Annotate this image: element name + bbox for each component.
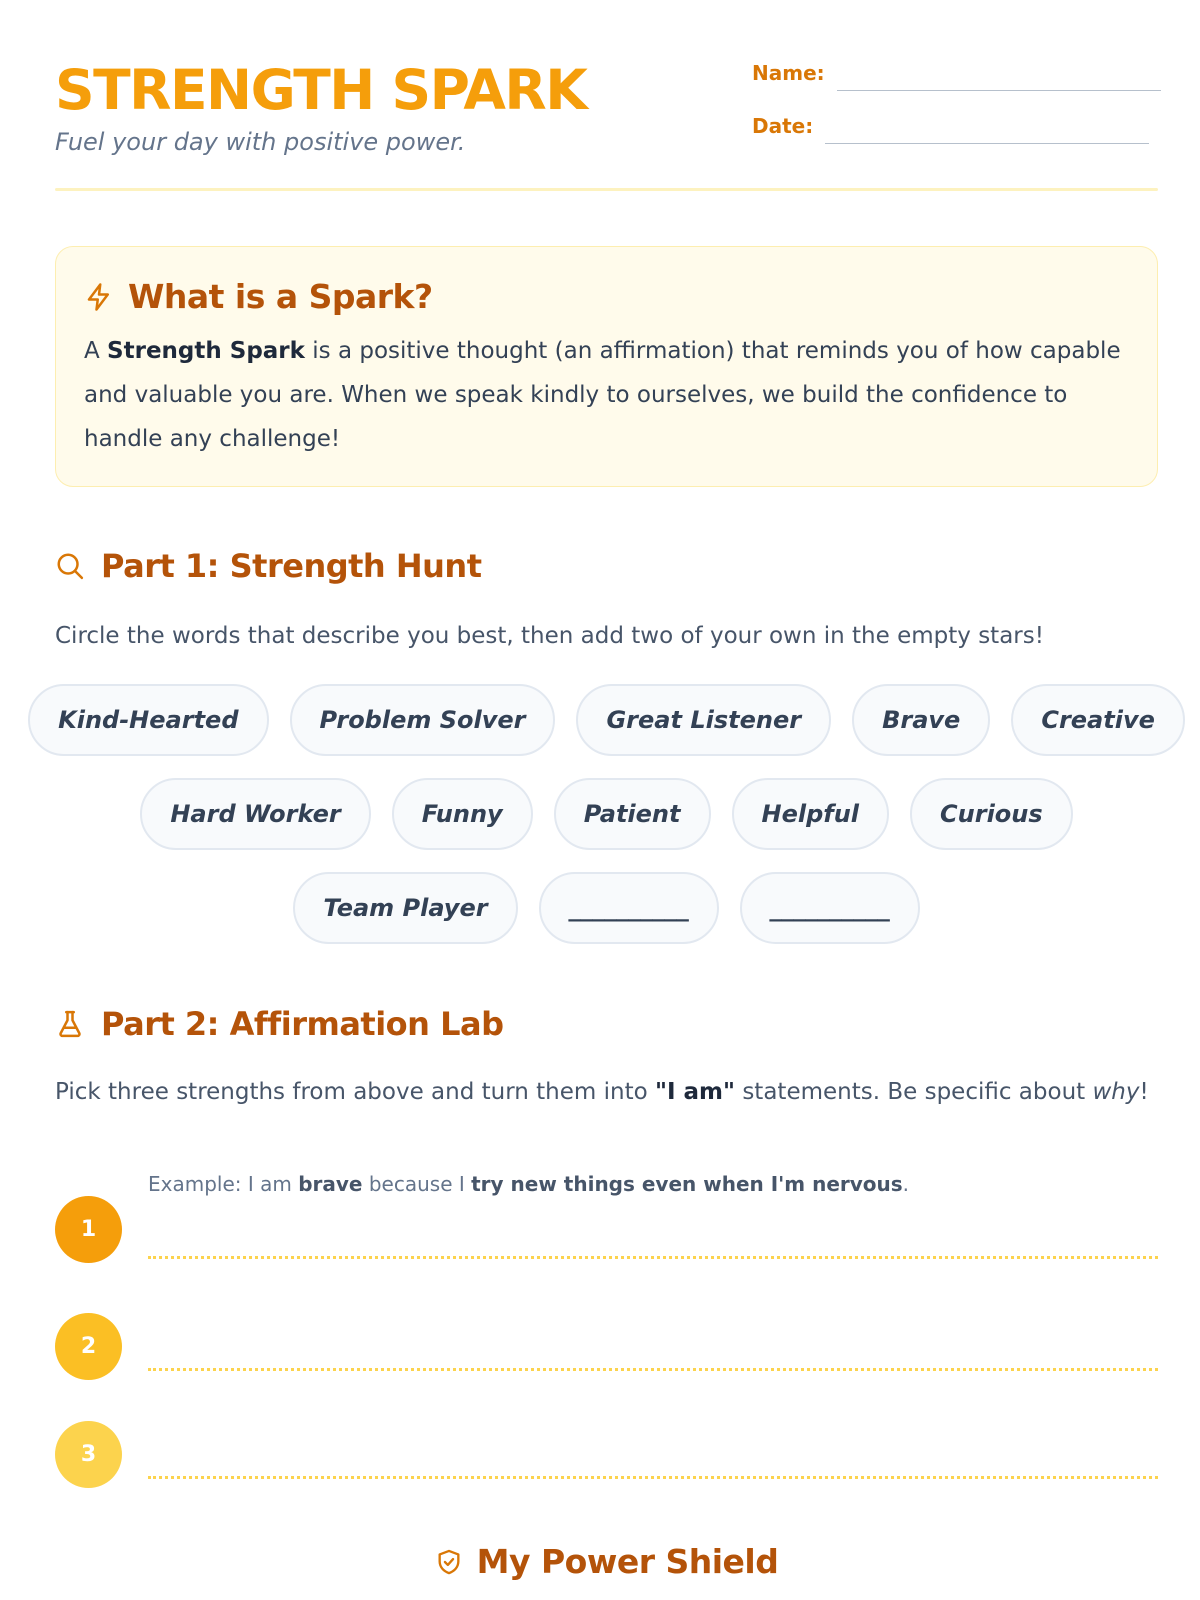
shield-icon	[435, 1546, 463, 1578]
strength-chip[interactable]: Problem Solver	[290, 684, 556, 756]
affirmation-example	[148, 1172, 909, 1196]
spark-text-bold: Strength Spark	[107, 338, 305, 364]
power-shield-title: My Power Shield	[476, 1542, 779, 1581]
flask-icon	[55, 1008, 85, 1040]
worksheet-subtitle: Fuel your day with positive power.	[55, 128, 466, 156]
strength-chip[interactable]: Patient	[554, 778, 711, 850]
strength-chip[interactable]: Brave	[852, 684, 990, 756]
name-input-line[interactable]	[837, 67, 1161, 91]
affirmation-number: 1	[55, 1196, 122, 1263]
affirmation-write-line[interactable]	[148, 1256, 1158, 1259]
example-pre: Example: I am	[148, 1172, 299, 1196]
strength-chip-row-2	[55, 778, 1158, 850]
strength-chip-row-1	[55, 684, 1158, 756]
strength-chip[interactable]: Funny	[392, 778, 533, 850]
lightning-icon	[84, 281, 114, 313]
power-shield-heading	[55, 1542, 1158, 1582]
worksheet-header	[55, 58, 1158, 192]
date-label: Date:	[752, 114, 814, 138]
worksheet-title: STRENGTH SPARK	[55, 58, 587, 122]
part2-heading	[55, 1004, 503, 1044]
part2-title: Part 2: Affirmation Lab	[101, 1005, 504, 1043]
part1-title: Part 1: Strength Hunt	[101, 547, 482, 585]
part1-instruction: Circle the words that describe you best, then add two of your own in the empty stars!	[55, 623, 1044, 649]
example-mid: because I	[362, 1172, 472, 1196]
strength-chip[interactable]: Creative	[1011, 684, 1185, 756]
spark-description	[84, 329, 1134, 461]
spark-text-post: is a positive thought (an affirmation) that reminds you of how capable and valuable you are. When we speak kindly to ourselves, we build the confidence to handle any challenge!	[84, 338, 1121, 452]
affirmation-number: 3	[55, 1421, 122, 1488]
spark-text-pre: A	[84, 338, 108, 364]
strength-chip[interactable]: Helpful	[732, 778, 890, 850]
blank-strength-chip[interactable]: __________	[740, 872, 920, 944]
name-field	[752, 61, 1161, 85]
spark-info-box	[55, 246, 1158, 487]
example-strength: brave	[298, 1172, 363, 1196]
search-icon	[55, 551, 85, 581]
affirmation-number: 2	[55, 1313, 122, 1380]
affirmation-write-line[interactable]	[148, 1368, 1158, 1371]
strength-chip[interactable]: Great Listener	[576, 684, 831, 756]
example-reason: try new things even when I'm nervous	[471, 1172, 903, 1196]
name-label: Name:	[752, 61, 825, 85]
header-divider	[55, 188, 1158, 191]
worksheet-page	[55, 0, 1158, 1600]
part2-instruction-bold: "I am"	[654, 1079, 736, 1105]
strength-chip[interactable]: Curious	[910, 778, 1073, 850]
date-field	[752, 114, 1149, 138]
strength-chip-row-3	[55, 872, 1158, 944]
blank-strength-chip[interactable]: __________	[539, 872, 719, 944]
part2-instruction-pre: Pick three strengths from above and turn them into	[55, 1079, 655, 1105]
date-input-line[interactable]	[825, 120, 1149, 144]
spark-title: What is a Spark?	[128, 277, 433, 316]
part2-instruction-end: !	[1139, 1079, 1149, 1105]
spark-heading	[84, 277, 433, 317]
part2-instruction	[55, 1072, 1155, 1112]
strength-chip[interactable]: Hard Worker	[140, 778, 370, 850]
affirmation-write-line[interactable]	[148, 1476, 1158, 1479]
part2-instruction-italic: why	[1092, 1079, 1140, 1105]
part1-heading	[55, 546, 481, 586]
part2-instruction-post: statements. Be specific about	[735, 1079, 1093, 1105]
strength-chip[interactable]: Kind-Hearted	[28, 684, 268, 756]
strength-chip[interactable]: Team Player	[293, 872, 517, 944]
example-end: .	[902, 1172, 910, 1196]
